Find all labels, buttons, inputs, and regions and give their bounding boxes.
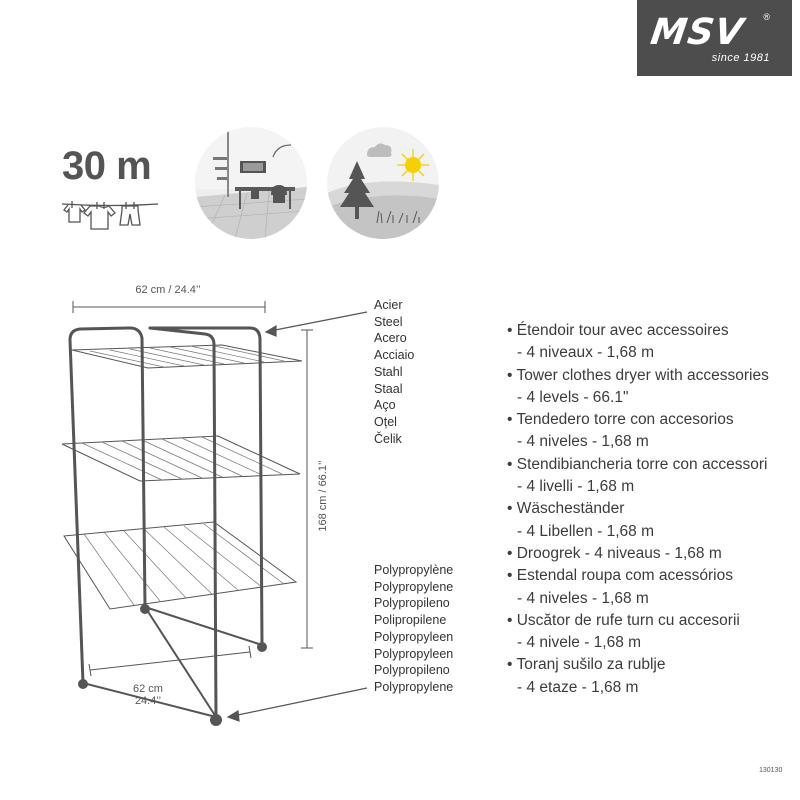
product-description-list xyxy=(507,320,769,699)
base-dimension-cm: 62 cm xyxy=(133,683,163,695)
caster-wheels xyxy=(78,604,267,726)
description-detail: - 4 niveles - 1,68 m xyxy=(517,433,649,451)
description-detail: - 4 niveaux - 1,68 m xyxy=(517,344,654,362)
description-title: • Uscător de rufe turn cu accesorii xyxy=(507,611,740,629)
steel-material-list xyxy=(374,297,414,447)
material-item: Polypropylène xyxy=(374,563,454,577)
brand-since: since 1981 xyxy=(711,52,770,64)
material-item: Polypropyleen xyxy=(374,629,454,644)
material-item: Steel xyxy=(374,314,403,329)
description-detail: - 4 levels - 66.1" xyxy=(517,388,629,406)
description-detail: - 4 niveles - 1,68 m xyxy=(517,589,649,607)
material-item: Polypropyleen xyxy=(374,646,454,661)
description-detail: - 4 nivele - 1,68 m xyxy=(517,634,642,652)
polypropylene-material-list xyxy=(374,562,453,696)
material-item: Polypropylene xyxy=(374,579,454,594)
registered-mark: ® xyxy=(763,12,770,22)
width-dimension-label: 62 cm / 24.4’’ xyxy=(135,284,201,296)
drying-shelves xyxy=(62,345,302,609)
material-pointer-arrows xyxy=(228,312,367,721)
material-item: Acero xyxy=(374,331,407,346)
product-code: 130130 xyxy=(759,767,783,774)
steel-frame xyxy=(70,328,262,717)
material-item: Polypropylene xyxy=(374,679,454,694)
capacity-label: 30 m xyxy=(62,144,152,188)
description-title: • Stendibiancheria torre con accessori xyxy=(507,455,768,473)
base-dimension-line xyxy=(89,646,251,676)
description-title: • Tower clothes dryer with accessories xyxy=(507,366,769,384)
height-dimension-line xyxy=(301,330,313,648)
material-item: Acciaio xyxy=(374,348,415,363)
material-item: Staal xyxy=(374,381,403,396)
description-title: • Étendoir tour avec accessoires xyxy=(507,322,729,339)
material-item: Polypropileno xyxy=(374,663,450,678)
material-item: Oțel xyxy=(374,414,397,429)
description-title: • Droogrek - 4 niveaus - 1,68 m xyxy=(507,544,722,562)
height-dimension-label: 168 cm / 66.1’’ xyxy=(317,460,329,532)
material-item: Stahl xyxy=(374,364,403,379)
description-title: • Tendedero torre con accesorios xyxy=(507,411,734,429)
base-dimension-in: 24.4’’ xyxy=(134,695,162,707)
material-item: Aço xyxy=(374,398,396,413)
description-detail: - 4 etaze - 1,68 m xyxy=(517,678,639,696)
material-item: Čelik xyxy=(374,431,402,446)
material-item: Acier xyxy=(374,298,403,312)
width-dimension-line xyxy=(73,301,265,313)
description-detail: - 4 livelli - 1,68 m xyxy=(517,478,635,496)
description-title: • Wäscheständer xyxy=(507,500,625,518)
description-detail: - 4 Libellen - 1,68 m xyxy=(517,522,654,540)
brand-name: MSV xyxy=(648,12,747,53)
description-title: • Toranj sušilo za rublje xyxy=(507,656,666,674)
description-title: • Estendal roupa com acessórios xyxy=(507,567,733,585)
base-dimension-label xyxy=(118,683,178,707)
material-item: Polypropileno xyxy=(374,596,450,611)
material-item: Polipropilene xyxy=(374,613,447,628)
